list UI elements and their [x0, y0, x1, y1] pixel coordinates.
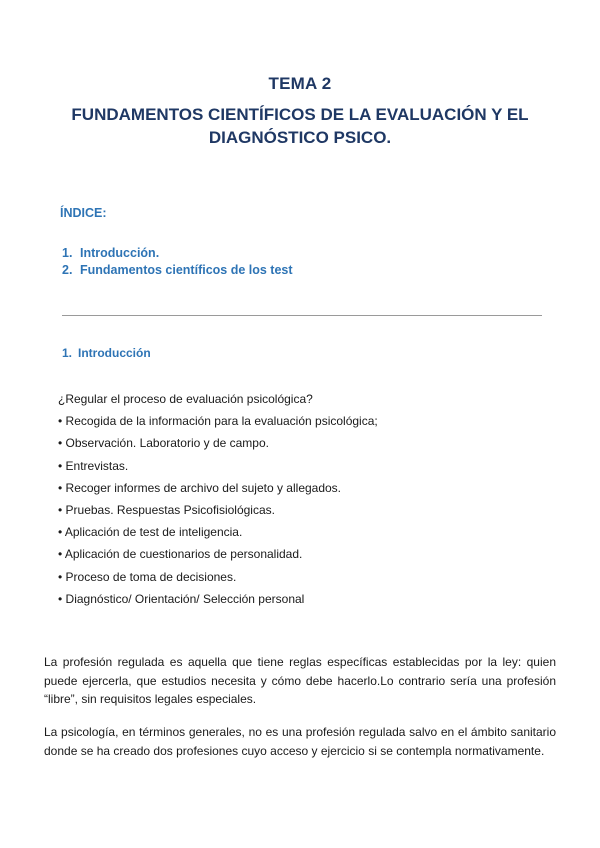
- paragraph-psicologia: La psicología, en términos generales, no es una profesión regulada salvo en el ámbito sanitario donde se ha creado dos profesiones cuyo acceso y ejercicio si se contempla normativamente.: [44, 725, 556, 758]
- toc-item-number: 1.: [62, 246, 73, 260]
- toc-item-label: Introducción.: [80, 246, 160, 260]
- list-item: • Proceso de toma de decisiones.: [58, 569, 237, 584]
- list-item: ¿Regular el proceso de evaluación psicológica?: [58, 392, 313, 406]
- list-item: • Entrevistas.: [58, 458, 129, 473]
- list-item: • Observación. Laboratorio y de campo.: [58, 436, 269, 451]
- list-item: • Diagnóstico/ Orientación/ Selección personal: [58, 591, 305, 606]
- toc-item-number: 2.: [62, 263, 73, 277]
- table-of-contents: [62, 245, 293, 279]
- section-title: Introducción: [78, 346, 151, 360]
- toc-item-label: Fundamentos científicos de los test: [80, 263, 293, 277]
- horizontal-divider: [62, 315, 542, 316]
- list-item: • Aplicación de test de inteligencia.: [58, 525, 243, 540]
- list-item: • Recogida de la información para la evaluación psicológica;: [58, 414, 378, 429]
- list-item: • Aplicación de cuestionarios de personalidad.: [58, 547, 303, 562]
- toc-item-introduccion[interactable]: [62, 245, 293, 262]
- list-item: • Recoger informes de archivo del sujeto y allegados.: [58, 480, 342, 495]
- section-number: 1.: [62, 346, 73, 360]
- section-heading-introduccion: [62, 346, 151, 360]
- document-title: FUNDAMENTOS CIENTÍFICOS DE LA EVALUACIÓN Y EL DIAGNÓSTICO PSICO.: [71, 105, 529, 147]
- tema-label: TEMA 2: [268, 74, 332, 93]
- index-heading: ÍNDICE:: [60, 206, 107, 220]
- list-item: • Pruebas. Respuestas Psicofisiológicas.: [58, 503, 275, 518]
- bullet-list: [58, 388, 558, 610]
- toc-item-fundamentos[interactable]: [62, 262, 293, 279]
- paragraph-profesion-regulada: La profesión regulada es aquella que tiene reglas específicas establecidas por la ley: quien puede ejercerla, que estudios necesita y cómo debe hacerlo.Lo contrario sería una profesión “libre”, sin requisitos legales especiales.: [44, 655, 556, 706]
